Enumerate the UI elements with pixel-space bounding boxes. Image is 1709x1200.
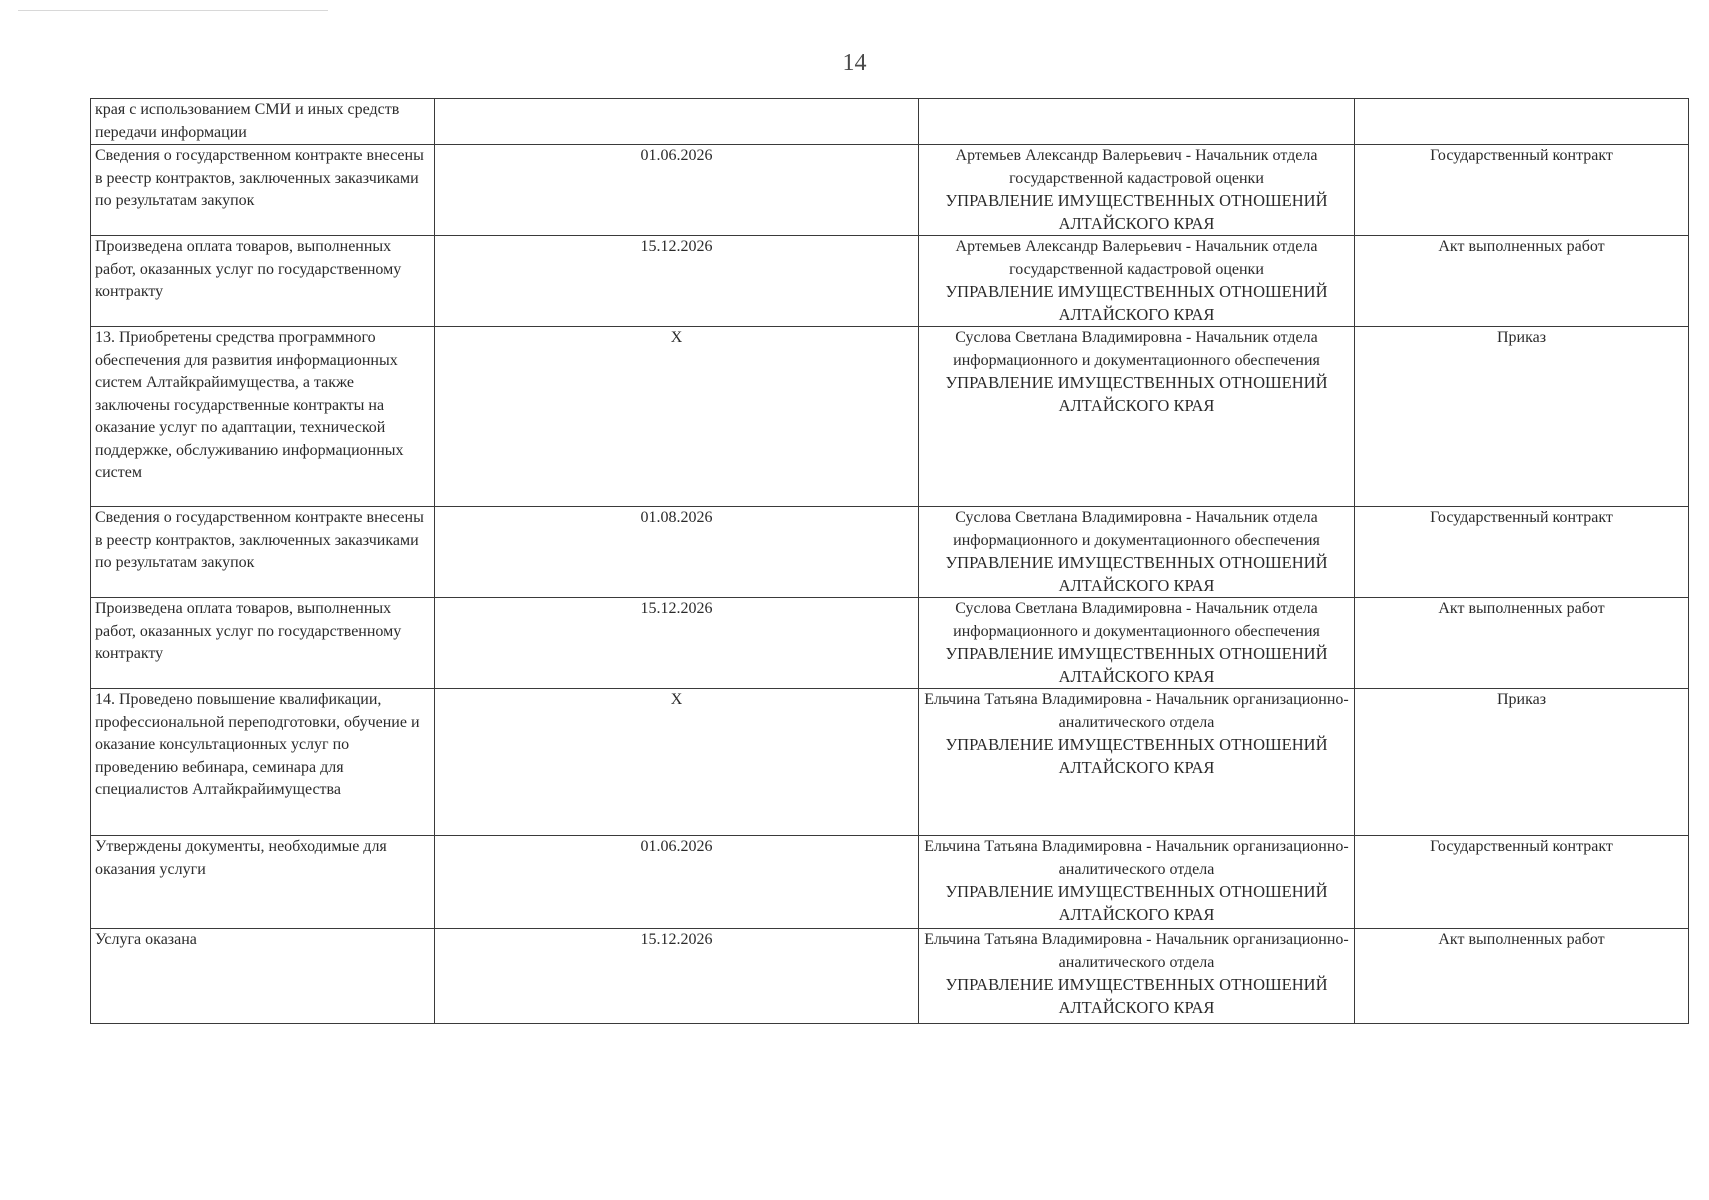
responsible-organization: УПРАВЛЕНИЕ ИМУЩЕСТВЕННЫХ ОТНОШЕНИЙ АЛТАЙСКОГО КРАЯ [945, 975, 1328, 1017]
responsible-name: Суслова Светлана Владимировна - Начальник отдела информационного и документационного обеспечения [953, 509, 1320, 549]
event-cell: Сведения о государственном контракте внесены в реестр контрактов, заключенных заказчиками по результатам закупок [91, 507, 435, 598]
responsible-name: Артемьев Александр Валерьевич - Начальник отдела государственной кадастровой оценки [955, 147, 1318, 187]
responsible-name: Суслова Светлана Владимировна - Начальник отдела информационного и документационного обеспечения [953, 329, 1320, 369]
responsible-organization: УПРАВЛЕНИЕ ИМУЩЕСТВЕННЫХ ОТНОШЕНИЙ АЛТАЙСКОГО КРАЯ [945, 644, 1328, 686]
table-row [91, 145, 1689, 236]
date-cell: 15.12.2026 [435, 236, 919, 327]
date-cell: X [435, 689, 919, 836]
event-cell: Услуга оказана [91, 929, 435, 1024]
table-row [91, 929, 1689, 1024]
date-cell: 15.12.2026 [435, 929, 919, 1024]
date-cell [435, 99, 919, 145]
responsible-cell [919, 836, 1355, 929]
responsible-organization: УПРАВЛЕНИЕ ИМУЩЕСТВЕННЫХ ОТНОШЕНИЙ АЛТАЙСКОГО КРАЯ [945, 735, 1328, 777]
responsible-cell [919, 689, 1355, 836]
document-cell: Приказ [1355, 327, 1689, 507]
responsible-organization: УПРАВЛЕНИЕ ИМУЩЕСТВЕННЫХ ОТНОШЕНИЙ АЛТАЙСКОГО КРАЯ [945, 553, 1328, 595]
date-cell: 15.12.2026 [435, 598, 919, 689]
responsible-cell [919, 236, 1355, 327]
document-cell: Государственный контракт [1355, 507, 1689, 598]
date-cell: 01.06.2026 [435, 836, 919, 929]
event-cell: 13. Приобретены средства программного обеспечения для развития информационных систем Алтайкрайимущества, а также заключены государственные контракты на оказание услуг по адаптации, технической поддержке, обслуживанию информационных систем [91, 327, 435, 507]
responsible-cell [919, 598, 1355, 689]
event-cell: Утверждены документы, необходимые для оказания услуги [91, 836, 435, 929]
document-cell: Государственный контракт [1355, 145, 1689, 236]
document-cell: Акт выполненных работ [1355, 236, 1689, 327]
event-cell: Сведения о государственном контракте внесены в реестр контрактов, заключенных заказчиками по результатам закупок [91, 145, 435, 236]
responsible-cell [919, 99, 1355, 145]
table-row [91, 507, 1689, 598]
document-cell: Акт выполненных работ [1355, 598, 1689, 689]
responsible-name: Ельчина Татьяна Владимировна - Начальник организационно-аналитического отдела [924, 838, 1349, 878]
event-cell: 14. Проведено повышение квалификации, профессиональной переподготовки, обучение и оказание консультационных услуг по проведению вебинара, семинара для специалистов Алтайкрайимущества [91, 689, 435, 836]
schedule-table [90, 98, 1689, 1024]
responsible-cell [919, 507, 1355, 598]
responsible-cell [919, 145, 1355, 236]
event-cell: края с использованием СМИ и иных средств передачи информации [91, 99, 435, 145]
table-row [91, 327, 1689, 507]
date-cell: 01.08.2026 [435, 507, 919, 598]
page-number: 14 [842, 50, 867, 76]
event-cell: Произведена оплата товаров, выполненных работ, оказанных услуг по государственному контракту [91, 236, 435, 327]
table-row [91, 99, 1689, 145]
event-cell: Произведена оплата товаров, выполненных работ, оказанных услуг по государственному контракту [91, 598, 435, 689]
responsible-cell [919, 929, 1355, 1024]
responsible-name: Артемьев Александр Валерьевич - Начальник отдела государственной кадастровой оценки [955, 238, 1318, 278]
document-cell: Акт выполненных работ [1355, 929, 1689, 1024]
table-row [91, 598, 1689, 689]
table-row [91, 836, 1689, 929]
responsible-name: Ельчина Татьяна Владимировна - Начальник организационно-аналитического отдела [924, 691, 1349, 731]
document-cell [1355, 99, 1689, 145]
document-cell: Государственный контракт [1355, 836, 1689, 929]
responsible-name: Ельчина Татьяна Владимировна - Начальник организационно-аналитического отдела [924, 931, 1349, 971]
scan-artifact [18, 10, 328, 11]
date-cell: X [435, 327, 919, 507]
document-cell: Приказ [1355, 689, 1689, 836]
responsible-cell [919, 327, 1355, 507]
responsible-name: Суслова Светлана Владимировна - Начальник отдела информационного и документационного обеспечения [953, 600, 1320, 640]
responsible-organization: УПРАВЛЕНИЕ ИМУЩЕСТВЕННЫХ ОТНОШЕНИЙ АЛТАЙСКОГО КРАЯ [945, 191, 1328, 233]
date-cell: 01.06.2026 [435, 145, 919, 236]
table-row [91, 689, 1689, 836]
responsible-organization: УПРАВЛЕНИЕ ИМУЩЕСТВЕННЫХ ОТНОШЕНИЙ АЛТАЙСКОГО КРАЯ [945, 882, 1328, 924]
responsible-organization: УПРАВЛЕНИЕ ИМУЩЕСТВЕННЫХ ОТНОШЕНИЙ АЛТАЙСКОГО КРАЯ [945, 282, 1328, 324]
responsible-organization: УПРАВЛЕНИЕ ИМУЩЕСТВЕННЫХ ОТНОШЕНИЙ АЛТАЙСКОГО КРАЯ [945, 373, 1328, 415]
table-row [91, 236, 1689, 327]
